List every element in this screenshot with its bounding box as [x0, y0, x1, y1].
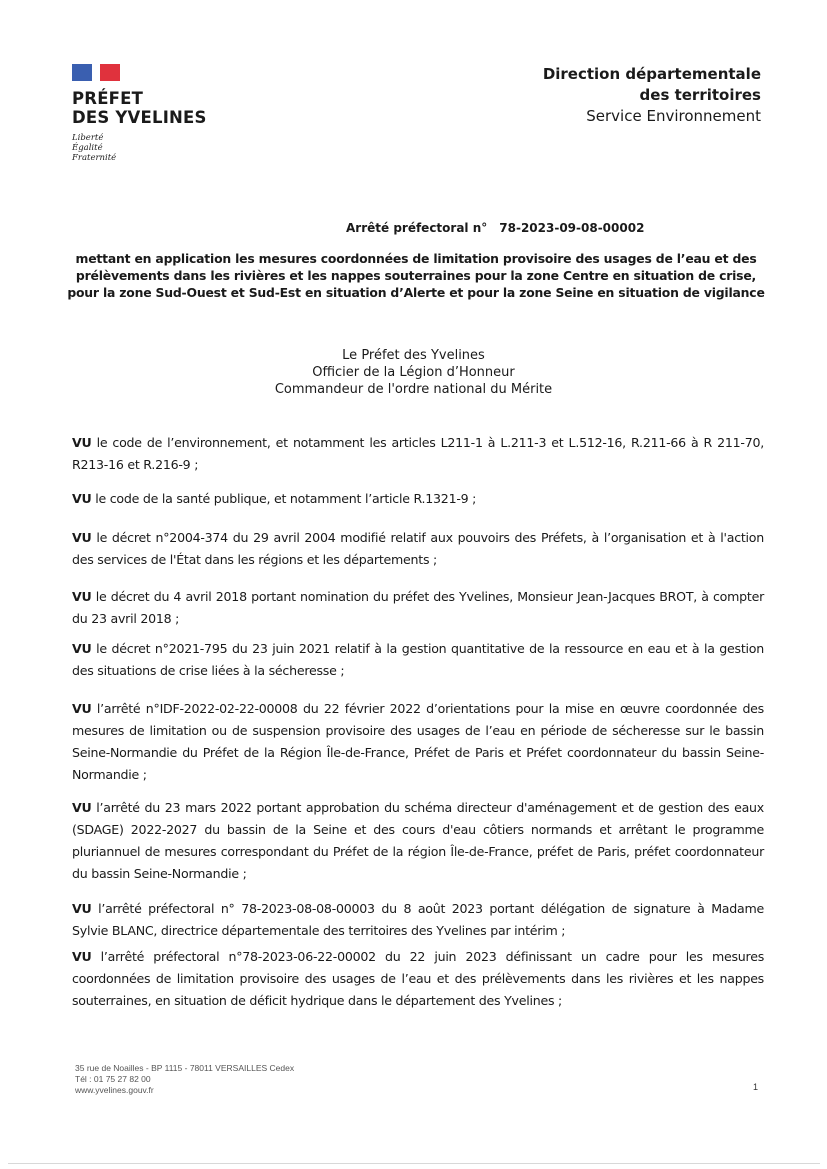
visa-text: le code de l’environnement, et notamment les articles L211-1 à L.211-3 et L.512-16, R.211-66 à R 211-70, R213-16 et R.216-9 ; — [72, 435, 764, 472]
motto-fraternite: Fraternité — [72, 153, 117, 163]
republic-motto — [72, 133, 232, 163]
visa-paragraph — [72, 698, 764, 786]
french-flag-icon — [72, 64, 120, 81]
motto-egalite: Égalité — [72, 143, 103, 153]
visa-paragraph — [72, 638, 764, 682]
visa-paragraph — [72, 488, 764, 510]
visa-keyword: VU — [72, 491, 92, 506]
service-header — [543, 64, 761, 127]
visa-keyword: VU — [72, 589, 92, 604]
visa-paragraph — [72, 797, 764, 885]
arrete-number-value: 78-2023-09-08-00002 — [499, 221, 645, 235]
visa-text: l’arrêté préfectoral n° 78-2023-08-08-00003 du 8 août 2023 portant délégation de signature à Madame Sylvie BLANC, directrice départementale des territoires des Yvelines par intérim ; — [72, 901, 764, 938]
footer-contact — [75, 1063, 294, 1096]
prefect-title-block — [0, 347, 827, 398]
page-number: 1 — [753, 1082, 759, 1092]
visa-text: le décret du 4 avril 2018 portant nomination du préfet des Yvelines, Monsieur Jean-Jacques BROT, à compter du 23 avril 2018 ; — [72, 589, 764, 626]
flag-white-band — [92, 64, 100, 81]
footer-address: 35 rue de Noailles - BP 1115 - 78011 VERSAILLES Cedex — [75, 1063, 295, 1073]
arrete-object — [66, 250, 766, 301]
prefect-honor-1: Officier de la Légion d’Honneur — [312, 365, 515, 380]
visa-paragraph — [72, 946, 764, 1012]
visa-text: le décret n°2004-374 du 29 avril 2004 modifié relatif aux pouvoirs des Préfets, à l’organisation et à l'action des services de l'État dans les régions et les départements ; — [72, 530, 764, 567]
visa-keyword: VU — [72, 901, 92, 916]
logo-title — [72, 89, 232, 127]
visa-text: l’arrêté du 23 mars 2022 portant approbation du schéma directeur d'aménagement et de gestion des eaux (SDAGE) 2022-2027 du bassin de la Seine et des cours d'eau côtiers normands et arrêtant le programme pluriannuel de mesures correspondant du Préfet de la région Île-de-France, préfet de Paris, préfet coordonnateur du bassin Seine-Normandie ; — [72, 800, 764, 881]
visa-keyword: VU — [72, 641, 92, 656]
visa-keyword: VU — [72, 701, 92, 716]
object-line: mettant en application les mesures coordonnées de limitation provisoire des usages de l’eau et des — [75, 251, 757, 266]
prefect-name: Le Préfet des Yvelines — [342, 348, 485, 363]
flag-red-band — [100, 64, 120, 81]
visa-paragraph — [72, 432, 764, 476]
footer-phone: Tél : 01 75 27 82 00 — [75, 1074, 151, 1084]
visa-text: le code de la santé publique, et notamment l’article R.1321-9 ; — [91, 491, 477, 506]
scan-edge-divider — [8, 1163, 820, 1164]
visa-keyword: VU — [72, 435, 92, 450]
object-line: pour la zone Sud-Ouest et Sud-Est en situation d’Alerte et pour la zone Seine en situation de vigilance — [67, 285, 765, 300]
logo-title-line2: DES YVELINES — [72, 108, 207, 127]
footer-website: www.yvelines.gouv.fr — [75, 1085, 154, 1095]
flag-blue-band — [72, 64, 92, 81]
arrete-number — [346, 221, 644, 235]
logo-title-line1: PRÉFET — [72, 89, 144, 108]
visa-paragraph — [72, 527, 764, 571]
visa-keyword: VU — [72, 530, 92, 545]
motto-liberte: Liberté — [72, 133, 104, 143]
visa-keyword: VU — [72, 800, 92, 815]
prefect-honor-2: Commandeur de l'ordre national du Mérite — [274, 382, 553, 397]
visa-text: l’arrêté préfectoral n°78-2023-06-22-00002 du 22 juin 2023 définissant un cadre pour les mesures coordonnées de limitation provisoire des usages de l’eau et des prélèvements dans les rivières et les nappes souterraines, en situation de déficit hydrique dans le département des Yvelines ; — [72, 949, 764, 1008]
arrete-label: Arrêté préfectoral n° — [346, 221, 488, 235]
visa-paragraph — [72, 586, 764, 630]
visa-keyword: VU — [72, 949, 92, 964]
header-direction: Direction départementale — [542, 65, 761, 83]
object-line: prélèvements dans les rivières et les nappes souterraines pour la zone Centre en situation de crise, — [75, 268, 757, 283]
header-service: Service Environnement — [586, 107, 761, 125]
visa-paragraph — [72, 898, 764, 942]
visa-text: le décret n°2021-795 du 23 juin 2021 relatif à la gestion quantitative de la ressource en eau et à la gestion des situations de crise liées à la sécheresse ; — [72, 641, 764, 678]
visa-text: l’arrêté n°IDF-2022-02-22-00008 du 22 février 2022 d’orientations pour la mise en œuvre coordonnée des mesures de limitation ou de suspension provisoire des usages de l’eau en période de sécheresse sur le bassin Seine-Normandie du Préfet de la Région Île-de-France, Préfet de Paris et Préfet coordonnateur du bassin Seine-Normandie ; — [72, 701, 764, 782]
prefecture-logo — [72, 64, 232, 163]
header-territoires: des territoires — [639, 86, 761, 104]
